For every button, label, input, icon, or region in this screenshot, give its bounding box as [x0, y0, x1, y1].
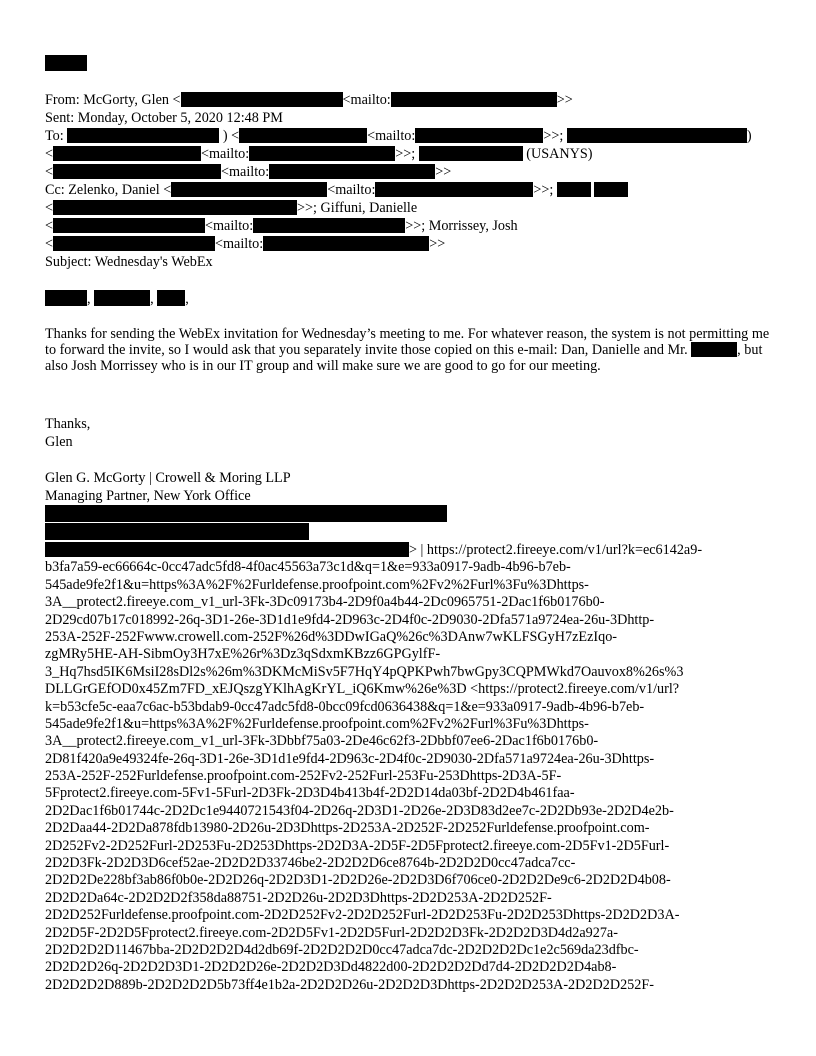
url-line: 253A-252F-252Fwww.crowell.com-252F%26d%3DDwIGaQ%26c%3DAnw7wKLFSGyH7zEzIqo-	[45, 628, 618, 645]
url-line	[45, 542, 775, 559]
mailto-text: <mailto:	[215, 236, 264, 252]
closing-line	[45, 416, 90, 432]
sent-line	[45, 110, 283, 126]
lt-text: <	[45, 200, 54, 216]
url-line: 2D2D2D2D11467bba-2D2D2D2D4d2db69f-2D2D2D2D0cc47adca7dc-2D2D2D2Dc1e2c569da23dfbc-	[45, 941, 639, 958]
redaction-bar	[53, 146, 201, 161]
redaction-bar	[67, 128, 219, 143]
to-line	[45, 164, 451, 180]
cc-giffuni: >>; Giffuni, Danielle	[297, 200, 418, 216]
url-line: b3fa7a59-ec66664c-0cc47adc5fd8-4f0ac45563a73c1d&q=1&e=933a0917-9adb-4b96-b7eb-	[45, 559, 571, 576]
close-brackets: >>	[556, 92, 573, 108]
sent-label: Sent:	[45, 110, 75, 126]
subject-value: Wednesday's WebEx	[94, 254, 213, 270]
redaction-bar	[253, 218, 405, 233]
mailto-text: <mailto:	[342, 92, 391, 108]
url-line: 253A-252F-252Furldefense.proofpoint.com-252Fv2-252Furl-253Fu-253Dhttps-2D3A-5F-	[45, 768, 562, 785]
redaction-bar	[263, 236, 429, 251]
cc-line	[45, 236, 445, 252]
paren-close: )	[746, 128, 752, 144]
subject-line	[45, 254, 213, 270]
url-line: 3A__protect2.fireeye.com_v1_url-3Fk-3Dbbf75a03-2De46c62f3-2Dbbf07ee6-2Dac1f6b0176b0-	[45, 733, 599, 750]
url-line: 5Fprotect2.fireeye.com-5Fv1-5Furl-2D3Fk-2D3D4b413b4f-2D2D14da03bf-2D2D4b461faa-	[45, 785, 575, 802]
to-line	[45, 146, 592, 162]
redaction-bar	[45, 505, 447, 522]
redaction-bar	[391, 92, 557, 107]
redacted-signature-line	[45, 523, 309, 541]
lt-text: <	[231, 128, 240, 144]
url-line: 2D252Fv2-2D252Furl-2D253Fu-2D253Dhttps-2D2D3A-2D5F-2D5Fprotect2.fireeye.com-2D5Fv1-2D5Furl-	[45, 837, 670, 854]
gt-text: >	[437, 236, 446, 252]
gt-text: >	[435, 164, 444, 180]
subject-label: Subject:	[45, 254, 92, 270]
url-line: 2D2D2De228bf3ab86f0b0e-2D2D26q-2D2D3D1-2D2D26e-2D2D3D6f706ce0-2D2D2De9c6-2D2D2D4b08-	[45, 872, 671, 889]
url-line: 2D81f420a9e49324fe-26q-3D1-26e-3D1d1e9fd4-2D963c-2D4f0c-2D9030-2Dfa571a9724ea-26u-3Dhttps-	[45, 750, 655, 767]
redaction-bar	[53, 200, 297, 215]
signature-name-text: Glen G. McGorty | Crowell & Moring LLP	[45, 470, 291, 486]
redaction-bar	[53, 164, 221, 179]
redaction-bar	[415, 128, 543, 143]
url-line: 2D29cd07b17c018992-26q-3D1-26e-3D1d1e9fd4-2D963c-2D4f0c-2D9030-2Dfa571a9724ea-26u-3Dhttp-	[45, 611, 655, 628]
cc-name: Zelenko, Daniel <	[68, 182, 172, 198]
sent-value: Monday, October 5, 2020 12:48 PM	[77, 110, 283, 126]
url-line: k=b53cfe5c-eaa7c6ac-b53bdab9-0cc47adc5fd8-0bcc09fcd0636438&q=1&e=933a0917-9adb-4b96-b7eb-	[45, 698, 645, 715]
cc-line	[45, 218, 518, 234]
url-line: 2D2Daa44-2D2Da878fdb13980-2D26u-2D3Dhttps-2D253A-2D252F-2D252Furldefense.proofpoint.com-	[45, 820, 650, 837]
sign-name: Glen	[45, 434, 73, 450]
url-block	[45, 542, 775, 994]
from-label: From:	[45, 92, 80, 108]
redaction-bar	[53, 236, 215, 251]
to-agency: (USANYS)	[526, 146, 593, 162]
signature-name	[45, 470, 291, 486]
url-line: 2D2D2D2D889b-2D2D2D2D5b73ff4e1b2a-2D2D2D26u-2D2D2D3Dhttps-2D2D2D253A-2D2D2D252F-	[45, 976, 654, 993]
redaction-bar	[53, 218, 205, 233]
redaction-bar	[557, 182, 591, 197]
greeting-line	[45, 290, 189, 307]
url-line: zgMRy5HE-AH-SibmOy3H7xE%26r%3Dz3qSdxmKBzz6GPGylfF-	[45, 646, 441, 663]
redaction-bar	[691, 342, 737, 357]
url-line: 545ade9fe2f1&u=https%3A%2F%2Furldefense.proofpoint.com%2Fv2%2Furl%3Fu%3Dhttps-	[45, 715, 589, 732]
cc-line	[45, 200, 417, 216]
mailto-text: <mailto:	[205, 218, 254, 234]
body-text-part1: Thanks for sending the WebEx invitation for Wednesday’s meeting to me. For whatever reason, the system is not permitting me to forward the invite, so I would ask that you separately invite those copied on this e-mail: Dan, Danielle and Mr.	[45, 326, 770, 358]
url-line: 2D2D3Fk-2D2D3D6cef52ae-2D2D2D33746be2-2D2D2D6ce8764b-2D2D2D0cc47adca7cc-	[45, 855, 576, 872]
url-line: 2D2D2Da64c-2D2D2D2f358da88751-2D2D26u-2D2D3Dhttps-2D2D253A-2D2D252F-	[45, 889, 552, 906]
body-text-part2: , but also Josh Morrissey who is in our IT group and will make sure we are good to go for our meeting.	[45, 342, 763, 374]
redaction-bar	[45, 523, 309, 540]
redaction-bar	[375, 182, 533, 197]
url-line: 2D2Dac1f6b01744c-2D2Dc1e9440721543f04-2D26q-2D3D1-2D26e-2D3D83d2ee7c-2D2Db93e-2D2D4e2b-	[45, 802, 674, 819]
lt-text: <	[45, 146, 54, 162]
url-line: 2D2D252Furldefense.proofpoint.com-2D2D252Fv2-2D2D252Furl-2D2D253Fu-2D2D253Dhttps-2D2D2D3A-	[45, 907, 680, 924]
redaction-bar	[419, 146, 523, 161]
to-line	[45, 128, 752, 144]
redaction-bar	[157, 290, 185, 306]
comma: ,	[185, 291, 189, 307]
separator: >>;	[533, 182, 554, 198]
redaction-bar	[45, 290, 87, 306]
url-line: 545ade9fe2f1&u=https%3A%2F%2Furldefense.proofpoint.com%2Fv2%2Furl%3Fu%3Dhttps-	[45, 576, 589, 593]
closing-text: Thanks,	[45, 416, 91, 432]
from-name: McGorty, Glen <	[83, 92, 181, 108]
to-label: To:	[45, 128, 64, 144]
paren-close: )	[222, 128, 228, 144]
from-line	[45, 92, 573, 108]
redaction-bar	[239, 128, 367, 143]
mailto-text: <mailto:	[201, 146, 250, 162]
redaction-bar	[269, 164, 435, 179]
url-line: 3_Hq7hsd5IK6MsiI28sDl2s%26m%3DKMcMiSv5F7HqY4pQPKPwh7bwGpy3CQPMWkd7Oauvox8%26s%3	[45, 663, 684, 680]
mailto-text: <mailto:	[327, 182, 376, 198]
mailto-text: <mailto:	[221, 164, 270, 180]
comma: ,	[150, 291, 154, 307]
url-line: 2D2D2D26q-2D2D2D3D1-2D2D2D26e-2D2D2D3Dd4822d00-2D2D2D2Dd7d4-2D2D2D2D4ab8-	[45, 959, 617, 976]
redaction-bar	[249, 146, 395, 161]
signature-title-text: Managing Partner, New York Office	[45, 488, 251, 504]
sign-name-line	[45, 434, 73, 450]
separator: >>;	[395, 146, 416, 162]
redaction-bar	[181, 92, 343, 107]
url-line: DLLGrGEfOD0x45Zm7FD_xEJQszgYKlhAgKrYL_iQ6Kmw%26e%3D <https://protect2.fireeye.com/v1/url?	[45, 681, 680, 698]
cc-label: Cc:	[45, 182, 65, 198]
signature-title	[45, 488, 251, 504]
comma: ,	[87, 291, 91, 307]
separator: >>;	[543, 128, 564, 144]
cc-morrissey: >>; Morrissey, Josh	[405, 218, 518, 234]
redaction-bar	[567, 128, 747, 143]
redaction-bar	[594, 182, 628, 197]
redaction-bar	[45, 55, 87, 71]
redacted-signature-line	[45, 505, 447, 523]
lt-text: <	[45, 218, 54, 234]
redacted-header-block	[45, 55, 87, 72]
gt-text: >	[443, 164, 452, 180]
lt-text: <	[45, 164, 54, 180]
redaction-bar	[45, 542, 409, 557]
lt-text: <	[45, 236, 54, 252]
url-line: 2D2D5F-2D2D5Fprotect2.fireeye.com-2D2D5Fv1-2D2D5Furl-2D2D2D3Fk-2D2D2D3D4d2a927a-	[45, 924, 618, 941]
url-line: 3A__protect2.fireeye.com_v1_url-3Fk-3Dc09173b4-2D9f0a4b44-2Dc0965751-2Dac1f6b0176b0-	[45, 594, 605, 611]
gt-text: >	[429, 236, 438, 252]
redaction-bar	[94, 290, 150, 306]
mailto-text: <mailto:	[367, 128, 416, 144]
redaction-bar	[171, 182, 327, 197]
cc-line	[45, 182, 628, 198]
url-text: > | https://protect2.fireeye.com/v1/url?k=ec6142a9-	[409, 542, 703, 558]
body-paragraph	[45, 326, 773, 374]
